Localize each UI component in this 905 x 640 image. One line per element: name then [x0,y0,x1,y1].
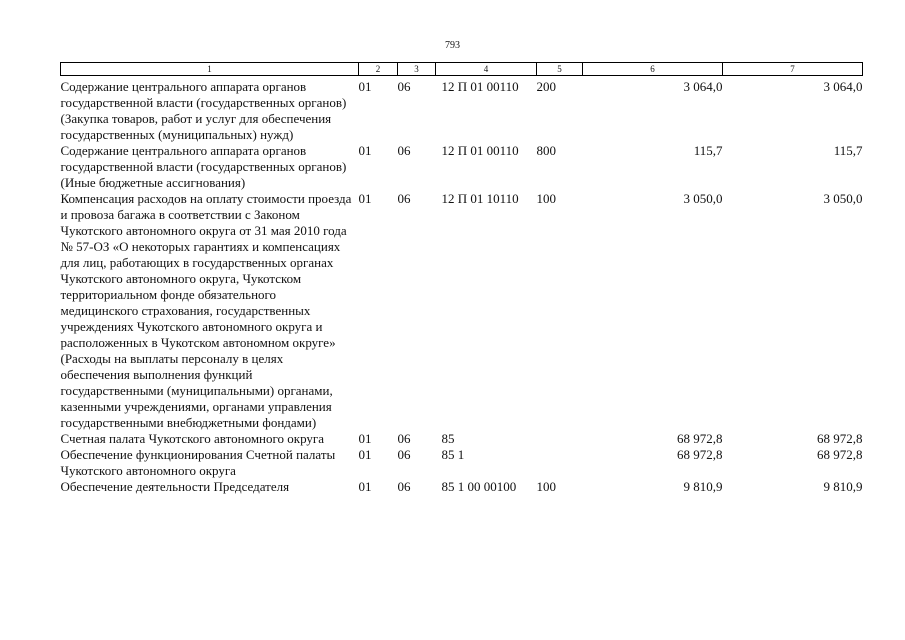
row-subsection: 06 [397,79,411,94]
row-amount-1: 9 810,9 [683,479,723,494]
column-header: 2 [359,63,398,76]
row-amount-1: 68 972,8 [677,431,723,446]
table-row [61,447,863,479]
row-name: Содержание центрального аппарата органов государственной власти (государственных органов) (Закупка товаров, работ и услуг для обеспечения государственных (муниципальных) нужд) [60,79,347,142]
row-section: 01 [358,447,372,462]
row-subsection: 06 [397,447,411,462]
row-target-code: 12 П 01 00110 [441,79,519,94]
row-section: 01 [358,143,372,158]
row-expense-type: 200 [536,79,556,94]
row-amount-2: 68 972,8 [817,447,863,462]
table-header-row [61,63,863,76]
table-row [61,191,863,431]
row-name: Содержание центрального аппарата органов государственной власти (государственных органов) (Иные бюджетные ассигнования) [60,143,347,190]
row-amount-2: 115,7 [833,143,863,158]
row-name: Компенсация расходов на оплату стоимости проезда и провоза багажа в соответствии с Законом Чукотского автономного округа от 31 мая 2010 года № 57-ОЗ «О некоторых гарантиях и компенсациях для лиц, работающих в государственных органах Чукотского автономного округа, Чукотском территориальном фонде обязательного медицинского страхования, государственных учреждениях Чукотского автономного округа и расположенных в Чукотском автономном округе» (Расходы на выплаты персоналу в целях обеспечения выполнения функций государственными (муниципальными) органами, казенными учреждениями, органами управления государственными внебюджетными фондами) [60,191,352,430]
row-amount-2: 3 050,0 [823,191,863,206]
row-section: 01 [358,431,372,446]
row-section: 01 [358,191,372,206]
table-row [61,479,863,495]
table-row [61,143,863,191]
row-target-code: 85 1 [441,447,465,462]
row-amount-1: 3 064,0 [683,79,723,94]
row-expense-type: 800 [536,143,556,158]
row-expense-type: 100 [536,191,556,206]
row-name: Обеспечение деятельности Председателя [60,479,290,494]
page-number: 793 [445,40,460,51]
row-section: 01 [358,479,372,494]
row-amount-2: 68 972,8 [817,431,863,446]
row-subsection: 06 [397,191,411,206]
row-subsection: 06 [397,431,411,446]
row-amount-1: 3 050,0 [683,191,723,206]
row-name: Счетная палата Чукотского автономного округа [60,431,325,446]
row-name: Обеспечение функционирования Счетной палаты Чукотского автономного округа [60,447,336,478]
column-header: 3 [398,63,436,76]
row-subsection: 06 [397,479,411,494]
row-subsection: 06 [397,143,411,158]
row-section: 01 [358,79,372,94]
row-target-code: 85 1 00 00100 [441,479,517,494]
column-header: 4 [436,63,537,76]
column-header: 6 [583,63,723,76]
table-row [61,76,863,144]
row-amount-1: 115,7 [693,143,723,158]
table-row [61,431,863,447]
row-amount-1: 68 972,8 [677,447,723,462]
row-target-code: 12 П 01 00110 [441,143,519,158]
row-amount-2: 3 064,0 [823,79,863,94]
row-amount-2: 9 810,9 [823,479,863,494]
row-expense-type [537,447,583,479]
column-header: 5 [537,63,583,76]
row-target-code: 12 П 01 10110 [441,191,519,206]
row-target-code: 85 [441,431,455,446]
row-expense-type: 100 [536,479,556,494]
column-header: 7 [723,63,863,76]
budget-table [60,62,863,495]
row-expense-type [537,431,583,447]
column-header: 1 [61,63,359,76]
